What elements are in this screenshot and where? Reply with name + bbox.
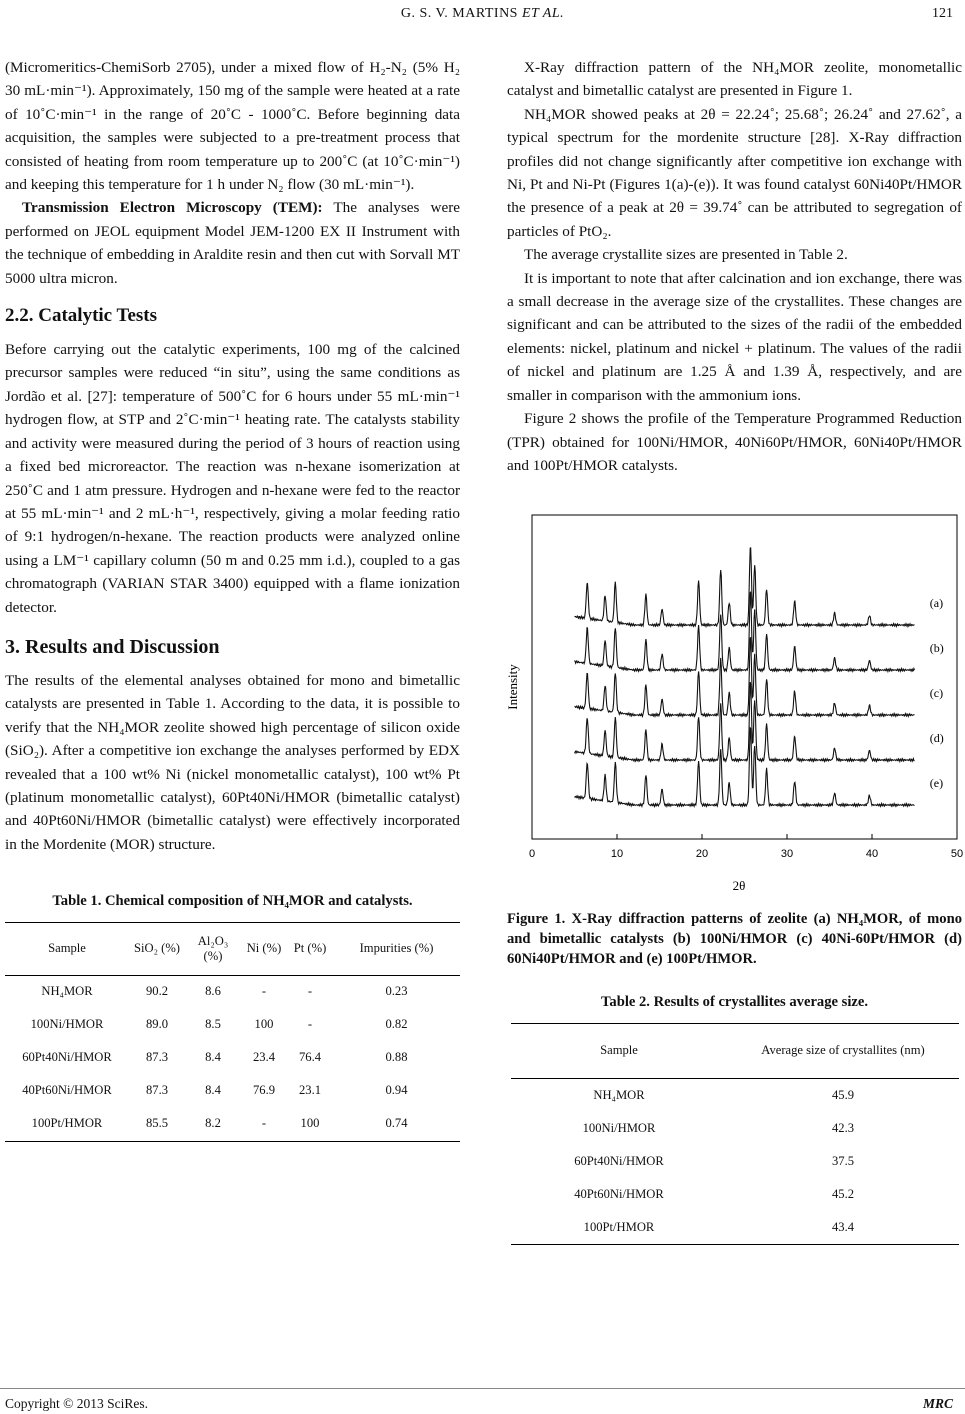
table-cell: 85.5 <box>145 1116 169 1131</box>
table-cell: 42.3 <box>831 1120 855 1135</box>
table1-header: Ni (%) <box>246 941 282 956</box>
table-row <box>5 1009 460 1042</box>
table-cell: 8.4 <box>205 1050 221 1065</box>
table-cell: 23.4 <box>252 1050 276 1065</box>
heading-results: 3. Results and Discussion <box>5 635 220 658</box>
y-axis-label: Intensity <box>505 664 520 711</box>
table1-header-row <box>5 922 460 975</box>
table-cell: 76.9 <box>252 1083 276 1098</box>
x-axis-label: 2θ <box>732 878 746 894</box>
table-cell: 45.9 <box>831 1087 855 1102</box>
table-cell: 100Pt/HMOR <box>31 1116 103 1131</box>
tem-heading: Transmission Electron Microscopy (TEM): <box>22 199 323 217</box>
table-cell: 100Pt/HMOR <box>583 1219 655 1234</box>
table-cell: 8.6 <box>205 984 221 999</box>
paragraph-tpr-intro: Figure 2 shows the profile of the Temperature Programmed Reduction (TPR) obtained for 100Ni/HMOR, 40Ni60Pt/HMOR, 60Ni40Pt/HMOR and 100Pt/HMOR catalysts. <box>507 410 962 474</box>
xrd-series-line <box>575 682 915 761</box>
xrd-series-line <box>575 548 915 627</box>
table1-caption: Table 1. Chemical composition of NH₄MOR and catalysts. <box>52 893 413 910</box>
table-cell: 40Pt60Ni/HMOR <box>574 1186 664 1201</box>
x-tick-label: 40 <box>865 848 879 861</box>
table-cell: 43.4 <box>831 1219 855 1234</box>
series-label: (b) <box>929 641 944 656</box>
table1-header: SiO₂ (%) <box>133 941 180 956</box>
table1-header: Impurities (%) <box>359 941 434 956</box>
page-header <box>0 6 965 28</box>
table-cell: 100Ni/HMOR <box>582 1120 656 1135</box>
table-cell: 87.3 <box>145 1083 169 1098</box>
table-row <box>5 975 460 1009</box>
xrd-series-line <box>575 728 915 807</box>
table1-header: Sample <box>48 941 86 956</box>
xrd-series-line <box>575 638 915 717</box>
series-label: (c) <box>929 686 944 701</box>
table-cell: 100Ni/HMOR <box>30 1017 104 1032</box>
paragraph-tem: Transmission Electron Microscopy (TEM): The analyses were performed on JEOL equipment Model JEM-1200 EX II Instrument with the technique of embedding in Araldite resin and then cut with Sorvall MT 5000 ultra micron. <box>5 199 460 287</box>
x-tick-label: 20 <box>695 848 709 861</box>
x-tick-label: 50 <box>950 848 964 861</box>
table-cell: - <box>307 984 313 999</box>
x-tick-label: 30 <box>780 848 794 861</box>
copyright: Copyright © 2013 SciRes. <box>5 1396 149 1411</box>
table-cell: 8.4 <box>205 1083 221 1098</box>
table-cell: 89.0 <box>145 1017 169 1032</box>
table-cell: 8.2 <box>205 1116 221 1131</box>
table-cell: 76.4 <box>298 1050 322 1065</box>
table1-header: Al₂O₃ (%) <box>197 933 229 963</box>
paragraph-elemental-analyses: The results of the elemental analyses obtained for mono and bimetallic catalysts are presented in Table 1. According to the data, it is possible to verify that the NH₄MOR zeolite showed high percentage of silicon oxide (SiO₂). After a competitive ion exchange the analyses performed by EDX revealed that a 100 wt% Ni (nickel monometallic catalyst), 100 wt% Pt (platinum monometallic catalyst), 60Pt40Ni/HMOR (bimetallic catalyst) and 40Pt60Ni/HMOR (bimetallic catalyst) were effectively incorporated in the Mordenite (MOR) structure. <box>5 671 460 853</box>
table-row <box>511 1145 959 1178</box>
table1-header: Pt (%) <box>293 941 327 956</box>
paragraph-crystallite-discussion: It is important to note that after calcination and ion exchange, there was a small decrease in the average size of the crystallites. These changes are significant and can be attributed to the sizes of the radii of the embedded elements: nickel, platinum and nickel + platinum. The values of the radii of nickel and platinum are 1.25 Å and 1.39 Å, respectively, and are smaller in comparison with the ammonium ions. <box>507 269 962 404</box>
table-cell: 0.23 <box>385 984 408 999</box>
table-cell: NH₄MOR <box>593 1087 645 1102</box>
table-row <box>5 1075 460 1108</box>
paragraph-crystallite-ref: The average crystallite sizes are presented in Table 2. <box>524 246 848 264</box>
figure1-xrd-chart <box>507 515 962 905</box>
table-cell: 90.2 <box>145 984 169 999</box>
series-label: (e) <box>929 776 944 791</box>
running-title: G. S. V. MARTINS ET AL. <box>400 6 565 21</box>
table2-caption: Table 2. Results of crystallites average size. <box>601 994 868 1011</box>
x-tick-label: 10 <box>610 848 624 861</box>
table-row <box>511 1178 959 1211</box>
table2-header: Average size of crystallites (nm) <box>761 1043 925 1058</box>
table2 <box>511 1023 959 1245</box>
table-cell: 23.1 <box>298 1083 322 1098</box>
heading-catalytic-tests: 2.2. Catalytic Tests <box>5 305 157 327</box>
series-label: (d) <box>929 731 944 746</box>
table-cell: 37.5 <box>831 1153 855 1168</box>
table-cell: NH₄MOR <box>41 984 93 999</box>
table-cell: 8.5 <box>205 1017 221 1032</box>
xrd-series-line <box>575 592 915 672</box>
paragraph-catalytic-tests: Before carrying out the catalytic experiments, 100 mg of the calcined precursor samples were reduced “in situ”, using the same conditions as Jordão et al. [27]: temperature of 500˚C for 6 hours under 55 mL·min⁻¹ hydrogen flow, at STP and 2˚C·min⁻¹ heating rate. The catalysts stability and activity were measured during the period of 3 hours of reaction using a fixed bed microreactor. The reaction was n-hexane isomerization at 250˚C and 1 atm pressure. Hydrogen and n-hexane were fed to the reactor at 55 mL·min⁻¹ and 2 mL·h⁻¹, respectively, giving a molar feeding ratio of 9:1 hydrogen/n-hexane. The reaction products were analyzed online using a LM⁻¹ capillary column (50 m and 0.25 mm i.d.), coupled to a gas chromatograph (VARIAN STAR 3400) equipped with a flame ionization detector. <box>5 341 460 616</box>
page-number: 121 <box>932 6 953 21</box>
series-label: (a) <box>929 596 944 611</box>
table-row <box>5 1042 460 1075</box>
paragraph-xrd-intro: X-Ray diffraction pattern of the NH₄MOR zeolite, monometallic catalyst and bimetallic catalyst are presented in Figure 1. <box>507 59 962 100</box>
series-lines <box>575 548 915 807</box>
table-cell: - <box>261 1116 267 1131</box>
series-labels <box>930 596 944 790</box>
table-cell: 60Pt40Ni/HMOR <box>574 1153 664 1168</box>
figure1-caption: Figure 1. X-Ray diffraction patterns of zeolite (a) NH₄MOR, of mono and bimetallic catalysts (b) 100Ni/HMOR (c) 40Ni-60Pt/HMOR (d) 60Ni40Pt/HMOR and (e) 100Pt/HMOR. <box>507 911 962 968</box>
table-cell: 100 <box>254 1017 274 1032</box>
et-al: ET AL. <box>521 6 565 21</box>
table-cell: - <box>307 1017 313 1032</box>
table-cell: 60Pt40Ni/HMOR <box>22 1050 112 1065</box>
xrd-chart-svg <box>507 515 962 905</box>
table-row <box>5 1108 460 1142</box>
table-cell: 0.88 <box>385 1050 408 1065</box>
x-tick-label: 0 <box>528 848 536 861</box>
left-column <box>5 56 460 1142</box>
table-row <box>511 1078 959 1112</box>
table-cell: 45.2 <box>831 1186 855 1201</box>
table-cell: 0.82 <box>385 1017 408 1032</box>
table-cell: 40Pt60Ni/HMOR <box>22 1083 112 1098</box>
paragraph-tpr-conditions: (Micromeritics-ChemiSorb 2705), under a mixed flow of H₂-N₂ (5% H₂ 30 mL·min⁻¹). Approximately, 150 mg of the sample were heated at a rate of 10˚C·min⁻¹ in the range of 20˚C - 1000˚C. Before beginning data acquisition, the samples were subjected to a pre-treatment process that consisted of heating from room temperature up to 200˚C (at 10˚C·min⁻¹) and keeping this temperature for 1 h under N₂ flow (30 mL·min⁻¹). <box>5 59 460 194</box>
table1 <box>5 922 460 1142</box>
journal-abbrev: MRC <box>922 1396 953 1411</box>
x-axis-ticks <box>529 834 963 860</box>
plot-frame <box>532 515 957 839</box>
table-cell: 87.3 <box>145 1050 169 1065</box>
paragraph-xrd-peaks: NH₄MOR showed peaks at 2θ = 22.24˚; 25.68˚; 26.24˚ and 27.62˚, a typical spectrum for the mordenite structure [28]. X-Ray diffraction profiles did not change significantly after competitive ion exchange with Ni, Pt and Ni-Pt (Figures 1(a)-(e)). It was found catalyst 60Ni40Pt/HMOR the presence of a peak at 2θ = 39.74˚ can be attributed to segregation of particles of PtO₂. <box>507 105 962 240</box>
table-cell: 0.74 <box>385 1116 408 1131</box>
table-cell: 0.94 <box>385 1083 408 1098</box>
table-cell: 100 <box>300 1116 320 1131</box>
table-row <box>511 1112 959 1145</box>
right-column <box>507 56 962 1245</box>
table-row <box>511 1211 959 1245</box>
table2-header: Sample <box>600 1043 638 1058</box>
table2-header-row <box>511 1023 959 1078</box>
page-footer <box>0 1396 965 1414</box>
footer-rule <box>0 1388 965 1389</box>
table-cell: - <box>261 984 267 999</box>
